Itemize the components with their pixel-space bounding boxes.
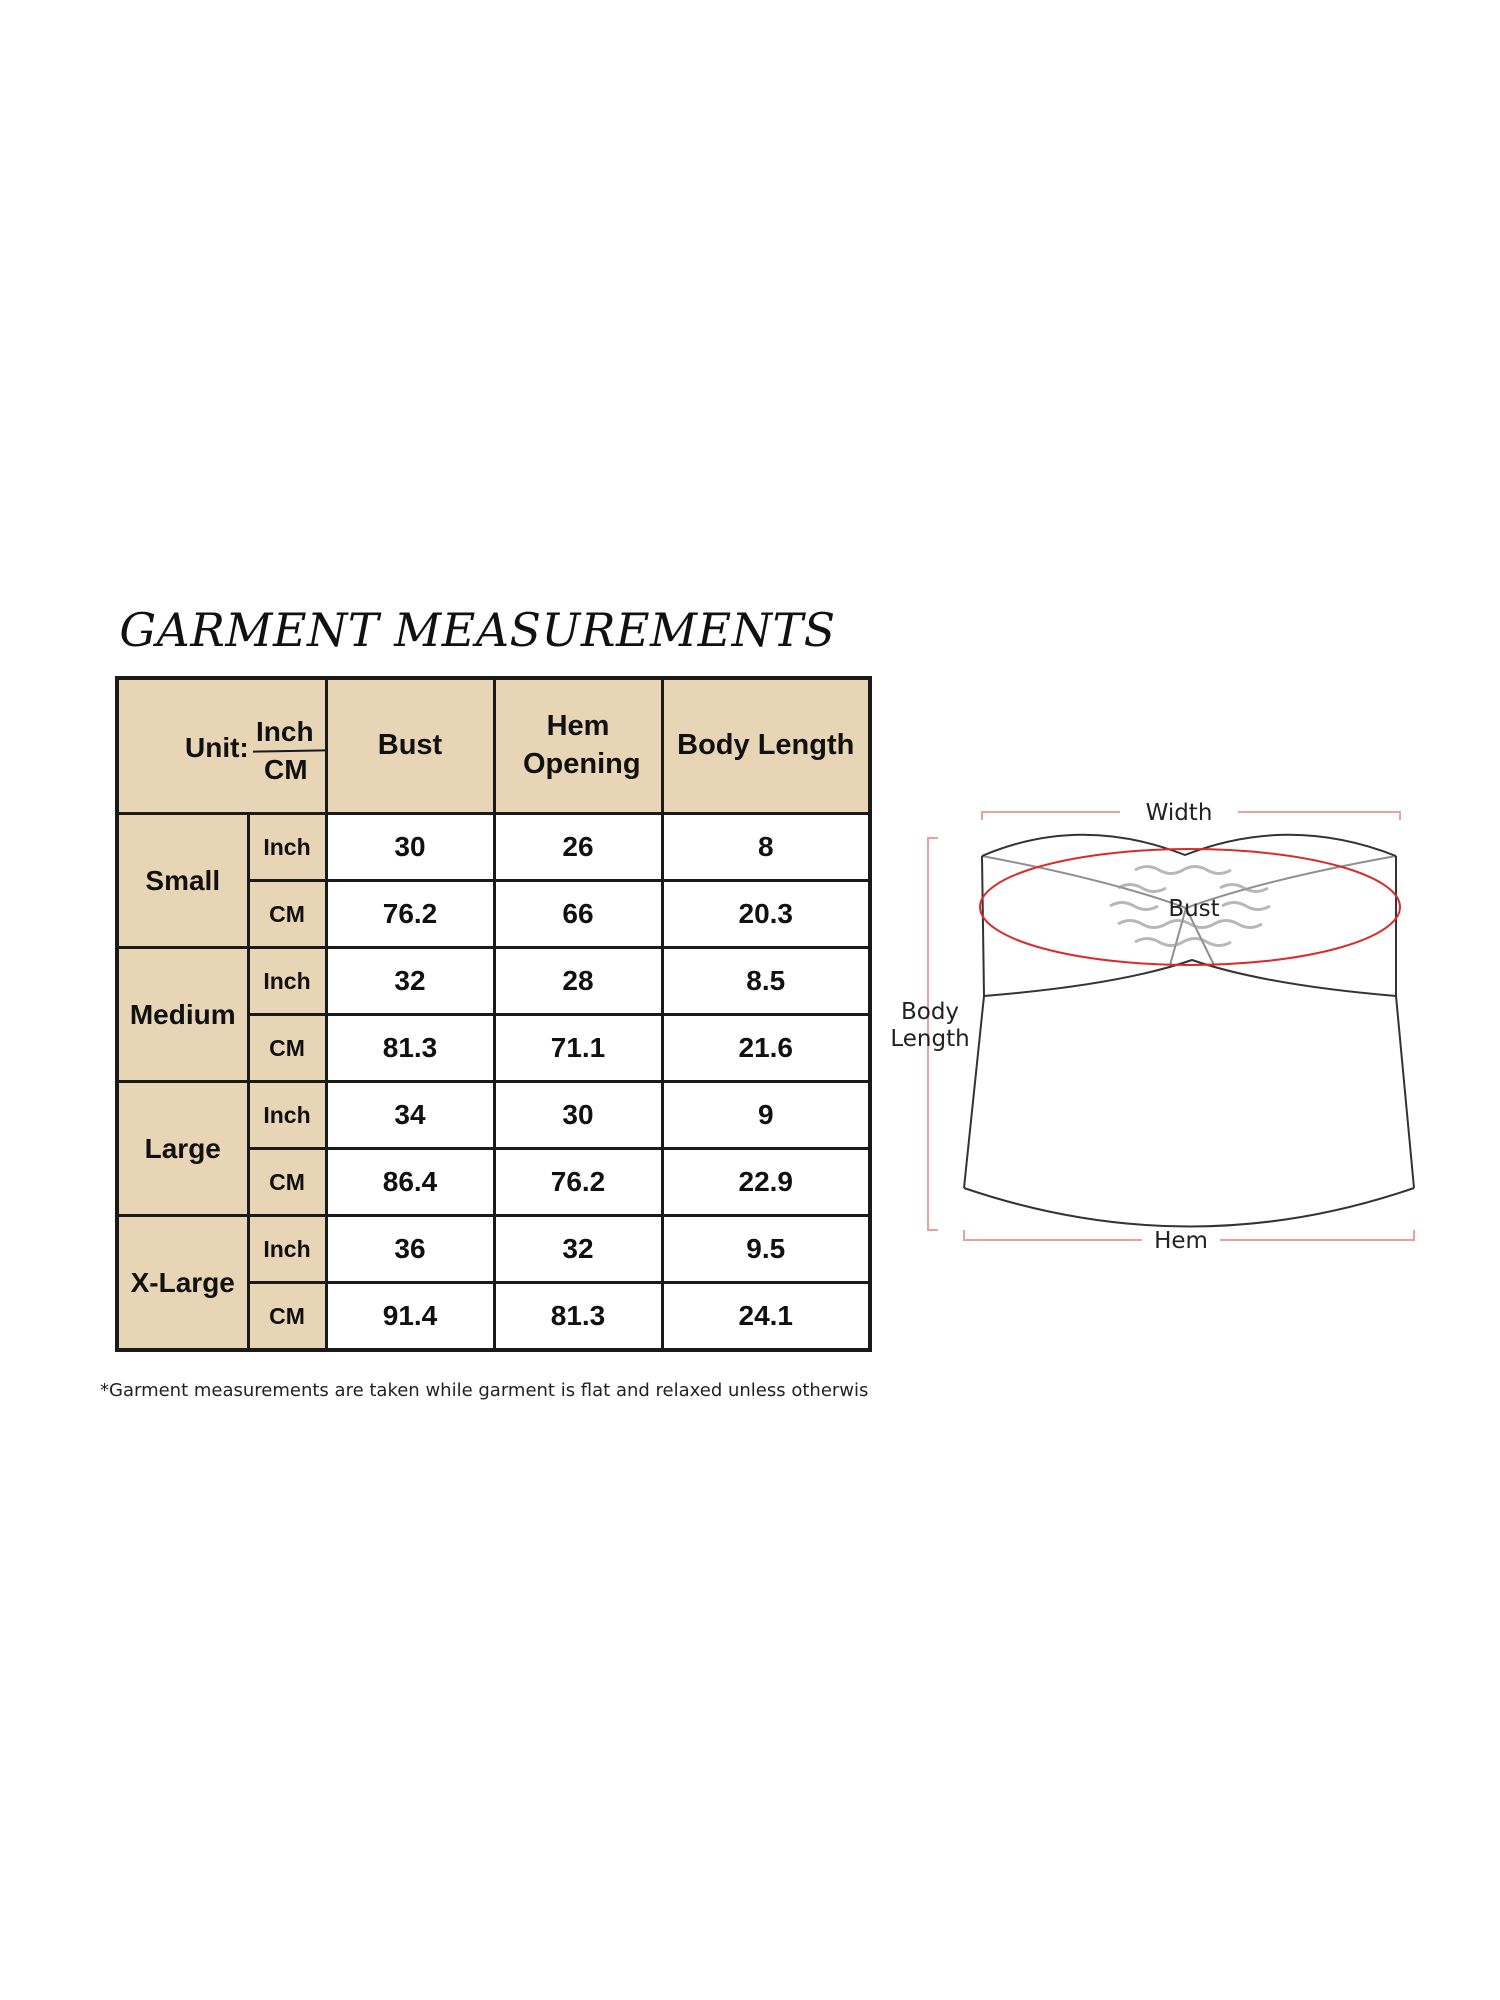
value-cell: 9.5 bbox=[662, 1216, 870, 1283]
garment-diagram bbox=[870, 780, 1430, 1260]
unit-header-cell bbox=[117, 678, 326, 814]
value-cell: 26 bbox=[494, 814, 662, 881]
table-header-row bbox=[117, 678, 870, 814]
value-cell: 86.4 bbox=[326, 1149, 494, 1216]
value-cell: 76.2 bbox=[494, 1149, 662, 1216]
size-table bbox=[115, 676, 872, 1352]
page-title: GARMENT MEASUREMENTS bbox=[119, 603, 836, 657]
width-label: Width bbox=[1145, 800, 1213, 826]
column-header-bust: Bust bbox=[326, 678, 494, 814]
value-cell: 32 bbox=[494, 1216, 662, 1283]
column-header-hem-opening bbox=[494, 678, 662, 814]
value-cell: 8 bbox=[662, 814, 870, 881]
unit-cm-label: CM bbox=[264, 754, 308, 785]
value-cell: 36 bbox=[326, 1216, 494, 1283]
size-label: X-Large bbox=[117, 1216, 248, 1351]
unit-cell: Inch bbox=[248, 814, 326, 881]
value-cell: 21.6 bbox=[662, 1015, 870, 1082]
value-cell: 9 bbox=[662, 1082, 870, 1149]
table-row bbox=[117, 948, 870, 1015]
table-row bbox=[117, 1216, 870, 1283]
garment-outline bbox=[964, 835, 1414, 1227]
size-label: Medium bbox=[117, 948, 248, 1082]
value-cell: 81.3 bbox=[326, 1015, 494, 1082]
value-cell: 34 bbox=[326, 1082, 494, 1149]
unit-cell: CM bbox=[248, 1283, 326, 1351]
value-cell: 81.3 bbox=[494, 1283, 662, 1351]
value-cell: 20.3 bbox=[662, 881, 870, 948]
value-cell: 76.2 bbox=[326, 881, 494, 948]
unit-inch-label: Inch bbox=[256, 716, 314, 747]
unit-label: Unit: bbox=[185, 732, 249, 763]
bust-label: Bust bbox=[1168, 896, 1220, 922]
value-cell: 32 bbox=[326, 948, 494, 1015]
value-cell: 30 bbox=[494, 1082, 662, 1149]
hem-label: Hem bbox=[1154, 1228, 1208, 1254]
unit-cell: Inch bbox=[248, 1216, 326, 1283]
value-cell: 8.5 bbox=[662, 948, 870, 1015]
value-cell: 24.1 bbox=[662, 1283, 870, 1351]
value-cell: 30 bbox=[326, 814, 494, 881]
table-row bbox=[117, 1082, 870, 1149]
body-length-label-line2: Length bbox=[890, 1026, 970, 1052]
column-header-hem-opening-label: Hem Opening bbox=[523, 710, 641, 780]
unit-cell: CM bbox=[248, 1015, 326, 1082]
unit-cell: CM bbox=[248, 1149, 326, 1216]
unit-cell: Inch bbox=[248, 1082, 326, 1149]
unit-cell: Inch bbox=[248, 948, 326, 1015]
body-length-label-line1: Body bbox=[900, 999, 960, 1025]
size-label: Large bbox=[117, 1082, 248, 1216]
table-row bbox=[117, 814, 870, 881]
value-cell: 91.4 bbox=[326, 1283, 494, 1351]
value-cell: 66 bbox=[494, 881, 662, 948]
unit-cell: CM bbox=[248, 881, 326, 948]
footnote: *Garment measurements are taken while garment is flat and relaxed unless otherwis bbox=[100, 1380, 868, 1401]
size-label: Small bbox=[117, 814, 248, 948]
value-cell: 22.9 bbox=[662, 1149, 870, 1216]
column-header-body-length: Body Length bbox=[662, 678, 870, 814]
value-cell: 28 bbox=[494, 948, 662, 1015]
value-cell: 71.1 bbox=[494, 1015, 662, 1082]
